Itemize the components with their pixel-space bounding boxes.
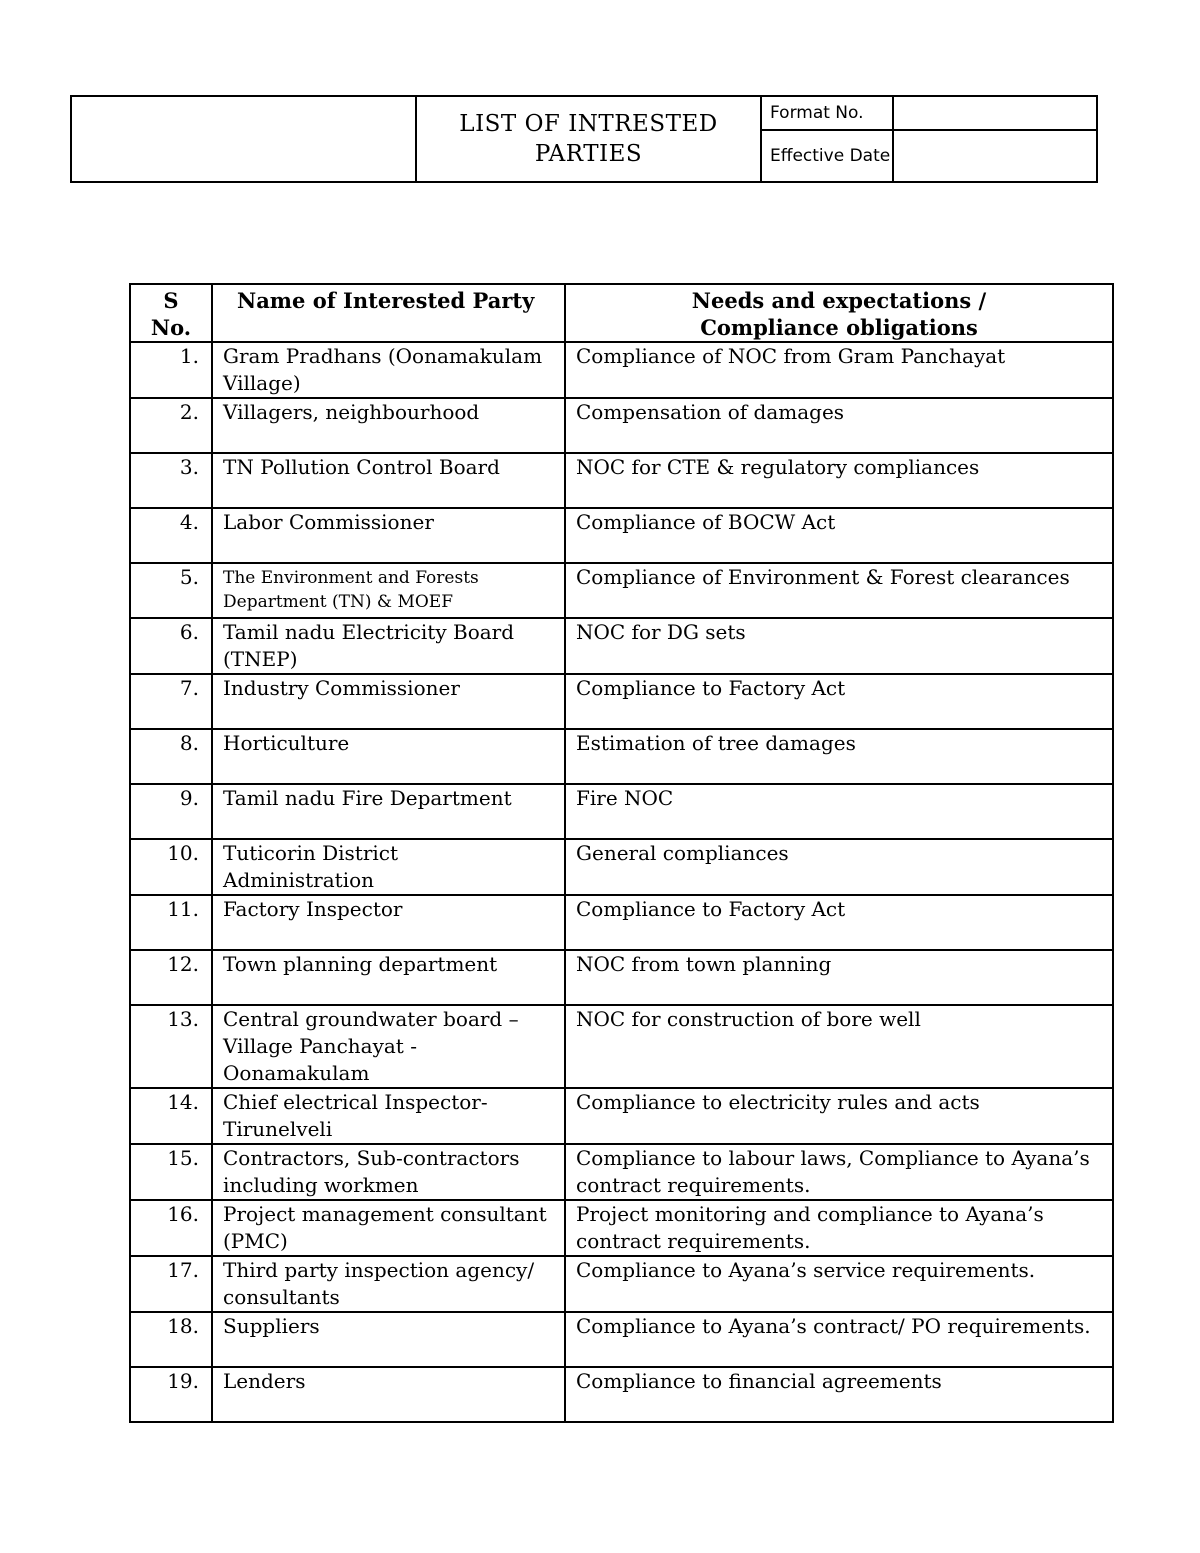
row-number: 1. xyxy=(130,342,212,398)
party-name: Tuticorin District Administration xyxy=(212,839,565,895)
row-number: 12. xyxy=(130,950,212,1005)
row-number: 8. xyxy=(130,729,212,784)
effective-date-value xyxy=(893,130,1097,182)
row-number: 2. xyxy=(130,398,212,453)
row-number: 9. xyxy=(130,784,212,839)
column-header-needs xyxy=(565,284,1113,342)
party-needs: Compliance of Environment & Forest clearances xyxy=(565,563,1113,618)
row-number: 16. xyxy=(130,1200,212,1256)
interested-parties-table xyxy=(129,283,1114,1423)
party-name: Chief electrical Inspector- Tirunelveli xyxy=(212,1088,565,1144)
party-needs: Compliance of NOC from Gram Panchayat xyxy=(565,342,1113,398)
party-needs: Compliance to Ayana’s service requirements. xyxy=(565,1256,1113,1312)
document-title: LIST OF INTRESTED PARTIES xyxy=(416,96,761,182)
table-row xyxy=(130,618,1113,674)
column-header-sno: S No. xyxy=(130,284,212,342)
party-name: TN Pollution Control Board xyxy=(212,453,565,508)
party-needs: Compliance to Factory Act xyxy=(565,674,1113,729)
column-header-needs-line1: Needs and expectations / xyxy=(691,288,987,313)
table-row xyxy=(130,784,1113,839)
party-needs: Compliance to labour laws, Compliance to Ayana’s contract requirements. xyxy=(565,1144,1113,1200)
row-number: 18. xyxy=(130,1312,212,1367)
row-number: 10. xyxy=(130,839,212,895)
table-row xyxy=(130,453,1113,508)
row-number: 6. xyxy=(130,618,212,674)
party-name: Villagers, neighbourhood xyxy=(212,398,565,453)
party-name: Contractors, Sub-contractors including workmen xyxy=(212,1144,565,1200)
table-row xyxy=(130,674,1113,729)
column-header-name: Name of Interested Party xyxy=(212,284,565,342)
table-header-row xyxy=(130,284,1113,342)
row-number: 4. xyxy=(130,508,212,563)
party-name: The Environment and Forests Department (TN) & MOEF xyxy=(212,563,565,618)
party-needs: Compliance to financial agreements xyxy=(565,1367,1113,1422)
party-needs: Project monitoring and compliance to Ayana’s contract requirements. xyxy=(565,1200,1113,1256)
row-number: 7. xyxy=(130,674,212,729)
table-row xyxy=(130,1312,1113,1367)
party-name: Third party inspection agency/ consultants xyxy=(212,1256,565,1312)
party-needs: NOC for construction of bore well xyxy=(565,1005,1113,1088)
party-name: Lenders xyxy=(212,1367,565,1422)
party-needs: Compliance to electricity rules and acts xyxy=(565,1088,1113,1144)
table-row xyxy=(130,342,1113,398)
party-name: Labor Commissioner xyxy=(212,508,565,563)
party-needs: General compliances xyxy=(565,839,1113,895)
party-needs: Compliance of BOCW Act xyxy=(565,508,1113,563)
party-needs: NOC for CTE & regulatory compliances xyxy=(565,453,1113,508)
logo-cell xyxy=(71,96,416,182)
table-row xyxy=(130,950,1113,1005)
document-header xyxy=(70,95,1098,183)
table-row xyxy=(130,563,1113,618)
party-name: Central groundwater board – Village Panchayat -Oonamakulam xyxy=(212,1005,565,1088)
row-number: 19. xyxy=(130,1367,212,1422)
effective-date-label: Effective Date xyxy=(761,130,893,182)
table-row xyxy=(130,1005,1113,1088)
party-needs: NOC for DG sets xyxy=(565,618,1113,674)
row-number: 14. xyxy=(130,1088,212,1144)
table-row xyxy=(130,398,1113,453)
table-row xyxy=(130,895,1113,950)
party-name: Tamil nadu Fire Department xyxy=(212,784,565,839)
party-needs: Fire NOC xyxy=(565,784,1113,839)
party-name: Factory Inspector xyxy=(212,895,565,950)
party-name: Suppliers xyxy=(212,1312,565,1367)
row-number: 15. xyxy=(130,1144,212,1200)
party-name: Industry Commissioner xyxy=(212,674,565,729)
table-row xyxy=(130,508,1113,563)
table-row xyxy=(130,1367,1113,1422)
party-name: Gram Pradhans (Oonamakulam Village) xyxy=(212,342,565,398)
party-needs: Compensation of damages xyxy=(565,398,1113,453)
table-row xyxy=(130,1256,1113,1312)
row-number: 11. xyxy=(130,895,212,950)
party-needs: Compliance to Factory Act xyxy=(565,895,1113,950)
party-name: Project management consultant (PMC) xyxy=(212,1200,565,1256)
row-number: 5. xyxy=(130,563,212,618)
party-name: Horticulture xyxy=(212,729,565,784)
party-needs: NOC from town planning xyxy=(565,950,1113,1005)
row-number: 13. xyxy=(130,1005,212,1088)
party-name: Town planning department xyxy=(212,950,565,1005)
table-row xyxy=(130,839,1113,895)
row-number: 3. xyxy=(130,453,212,508)
party-name: Tamil nadu Electricity Board (TNEP) xyxy=(212,618,565,674)
format-no-value xyxy=(893,96,1097,130)
column-header-needs-line2: Compliance obligations xyxy=(700,315,978,340)
format-no-label: Format No. xyxy=(761,96,893,130)
table-row xyxy=(130,729,1113,784)
table-row xyxy=(130,1200,1113,1256)
table-row xyxy=(130,1088,1113,1144)
party-needs: Estimation of tree damages xyxy=(565,729,1113,784)
row-number: 17. xyxy=(130,1256,212,1312)
party-needs: Compliance to Ayana’s contract/ PO requirements. xyxy=(565,1312,1113,1367)
table-row xyxy=(130,1144,1113,1200)
